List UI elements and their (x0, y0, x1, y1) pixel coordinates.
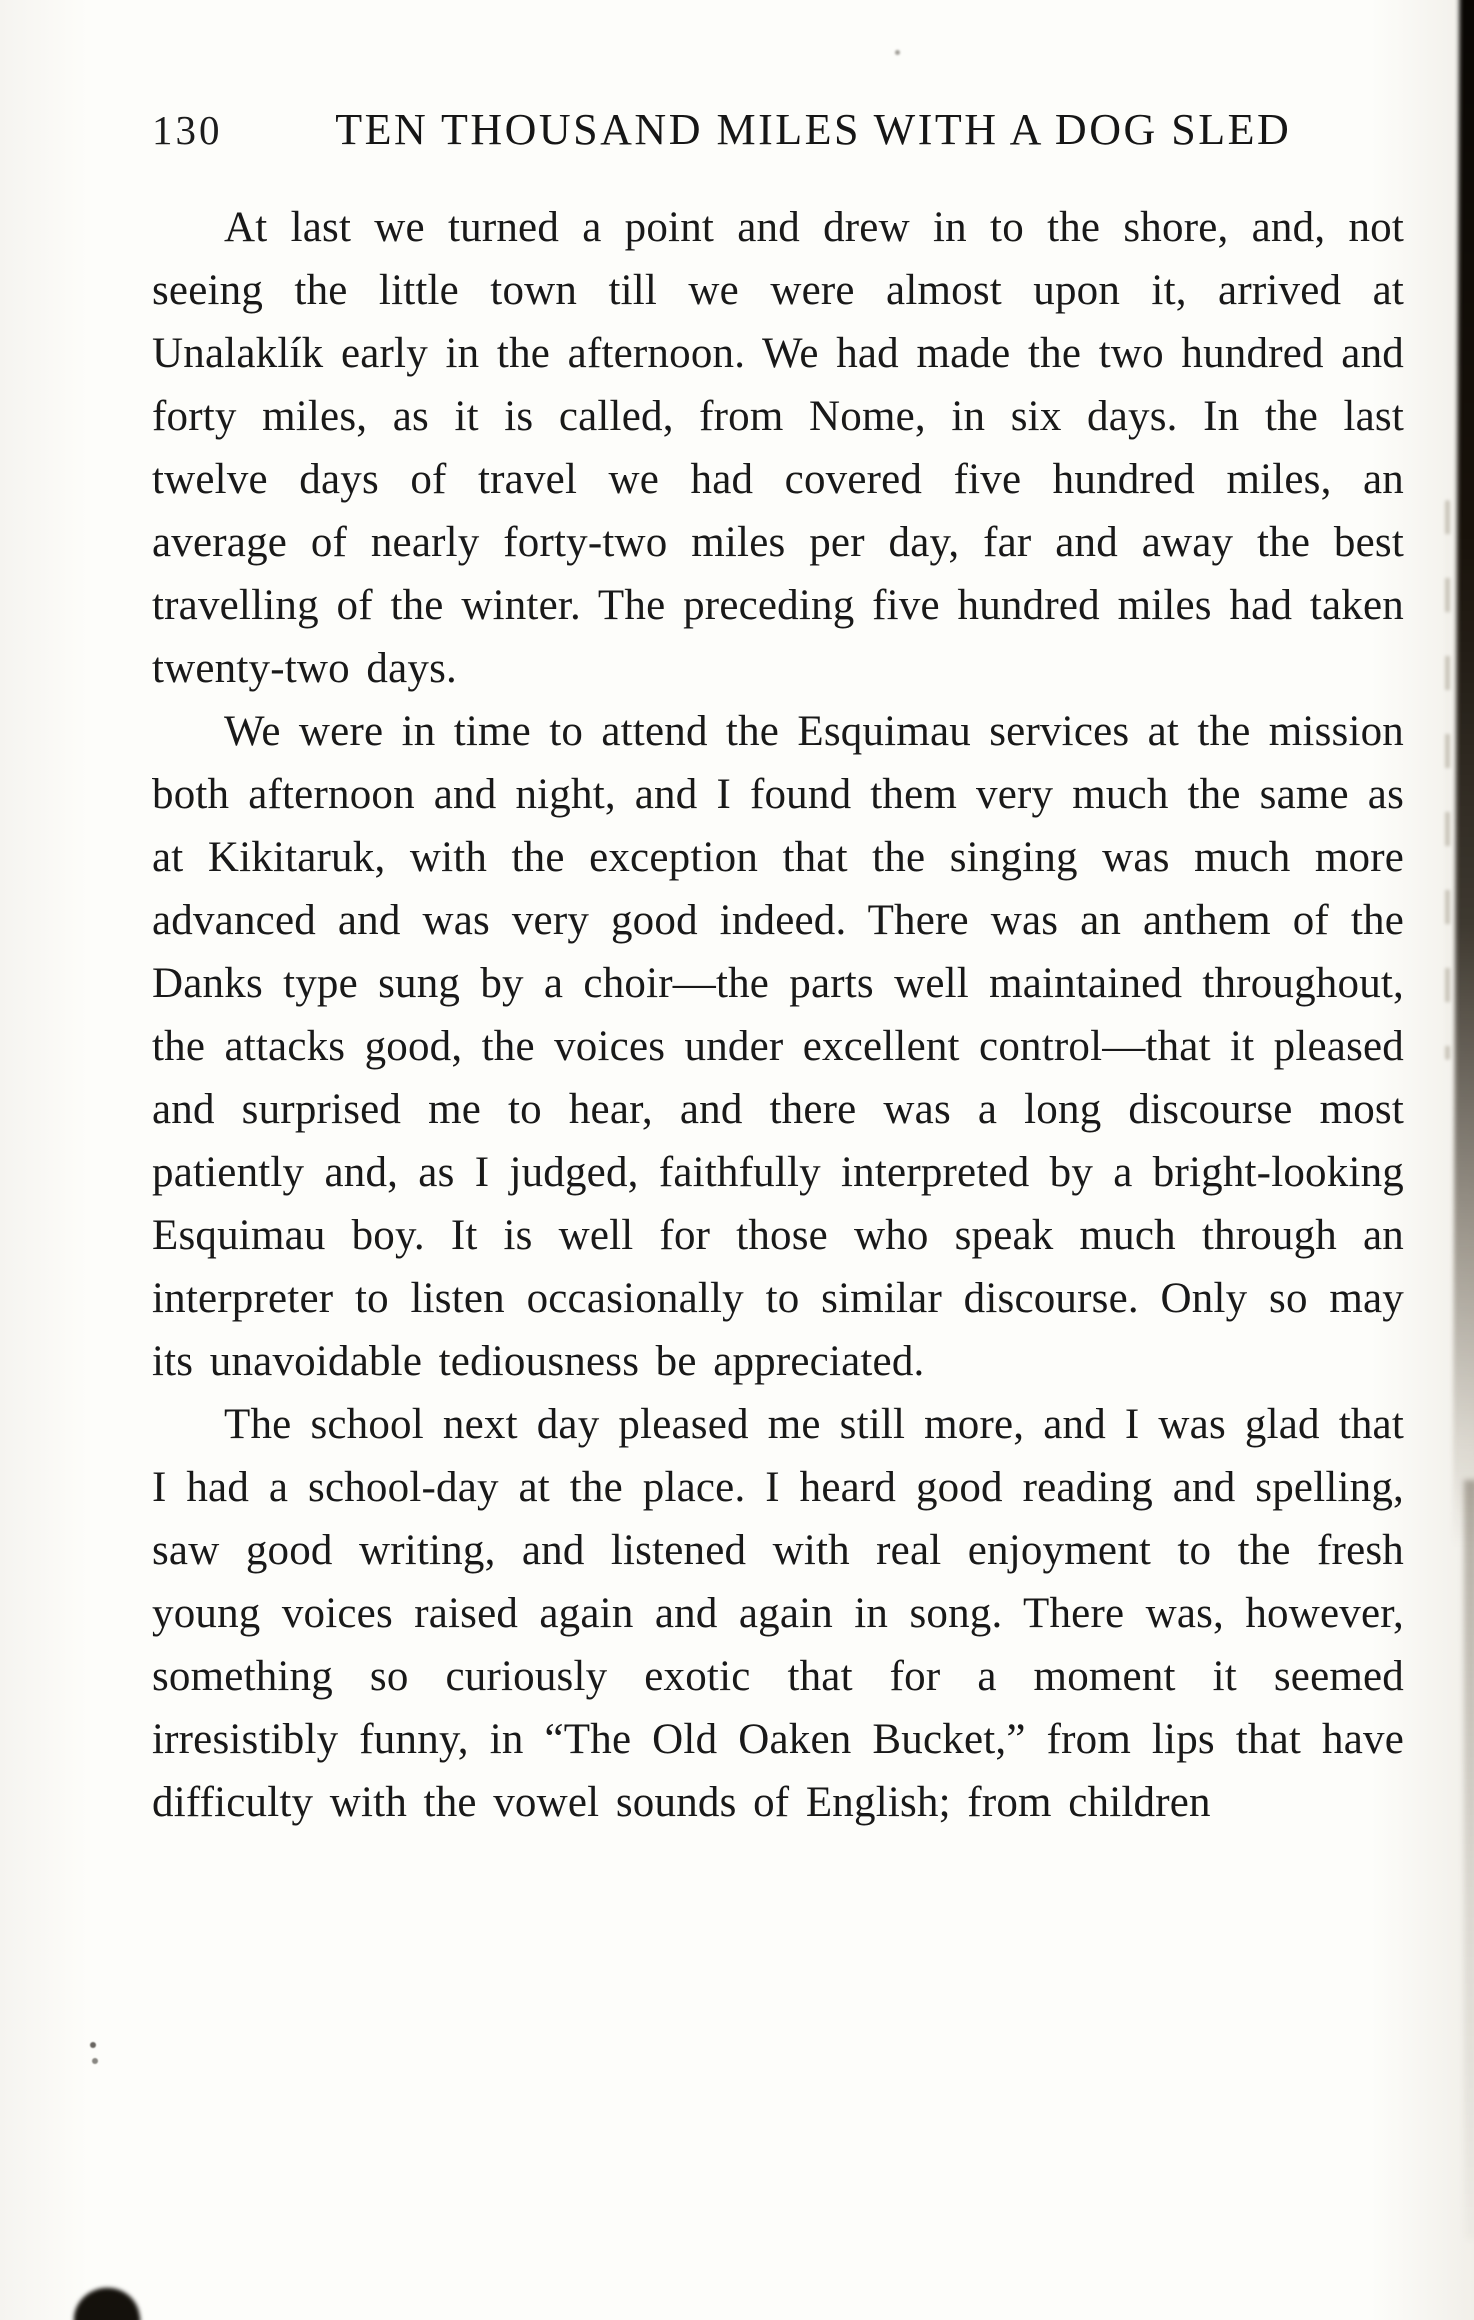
page-number: 130 (152, 107, 223, 153)
paragraph: The school next day pleased me still more, and I was glad that I had a school-day at the place. I heard good reading and spelling, saw good writing, and listened with real enjoyment to the fresh young voices raised again and again in song. There was, however, something so curiously exotic that for a moment it seemed irresistibly funny, in “The Old Oaken Bucket,” from lips that have difficulty with the vowel sounds of English; from children (152, 1401, 1404, 1826)
page-header (152, 104, 1404, 155)
body-text (152, 196, 1404, 1834)
paragraph: At last we turned a point and drew in to the shore, and, not seeing the little town till we were almost upon it, arrived at Unalaklík early in the afternoon. We had made the two hundred and forty miles, as it is called, from Nome, in six days. In the last twelve days of travel we had covered five hundred miles, an average of nearly forty-two miles per day, far and away the best travelling of the winter. The preceding five hundred miles had taken twenty-two days. (152, 204, 1404, 692)
scan-artifact-right-edge-faint (1464, 1480, 1474, 2240)
scan-artifact-margin-marks (1445, 500, 1450, 1060)
paragraph: We were in time to attend the Esquimau services at the mission both afternoon and night, and I found them very much the same as at Kikitaruk, with the exception that the singing was much more advanced and was very good indeed. There was an anthem of the Danks type sung by a choir—the parts well maintained throughout, the attacks good, the voices under excellent control—that it pleased and surprised me to hear, and there was a long discourse most patiently and, as I judged, faithfully interpreted by a bright-looking Esquimau boy. It is well for those who speak much through an interpreter to listen occasionally to similar discourse. Only so may its unavoidable tediousness be appreciated. (152, 708, 1404, 1385)
scan-artifact-speck (895, 50, 900, 55)
scan-artifact-right-edge (1453, 0, 1474, 1548)
scan-artifact-bottom-left-blob (69, 2283, 141, 2320)
running-title: TEN THOUSAND MILES WITH A DOG SLED (335, 105, 1292, 154)
scan-artifact-speck (90, 2042, 96, 2048)
